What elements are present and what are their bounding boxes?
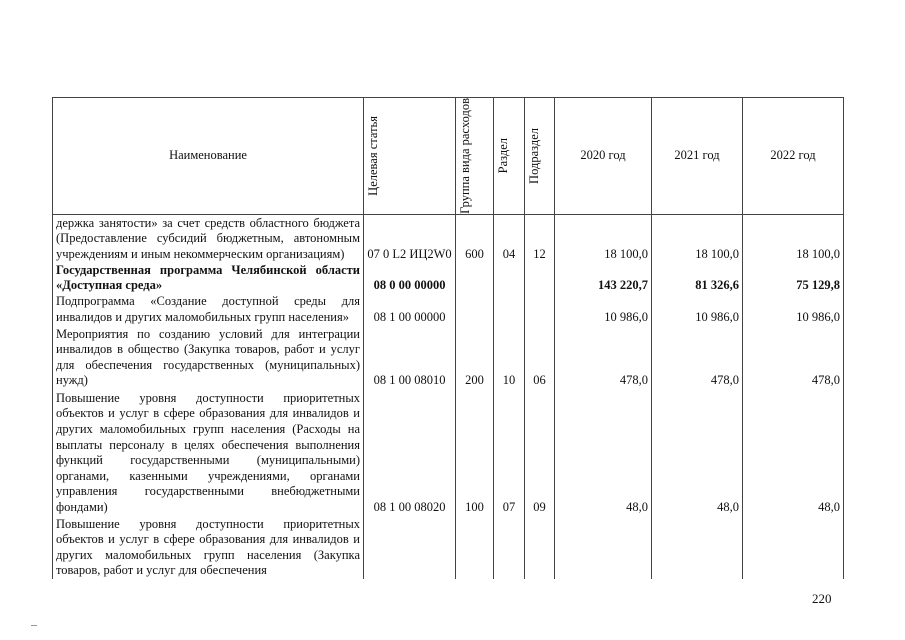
row-section [494,516,525,579]
row-name: Мероприятия по созданию условий для интеграции инвалидов в общество (Закупка товаров, работ и услуг для обеспечения государственных (муниципальных) нужд) [53,326,364,389]
table-row [53,516,844,579]
header-subsection: Подраздел [525,98,555,215]
row-2021: 18 100,0 [652,214,743,262]
row-section: 07 [494,389,525,516]
row-2020: 143 220,7 [555,262,652,294]
table-row [53,262,844,294]
row-2021: 10 986,0 [652,294,743,326]
row-name: Государственная программа Челябинской области «Доступная среда» [53,262,364,294]
row-2022: 48,0 [743,389,844,516]
row-2022: 18 100,0 [743,214,844,262]
row-name: держка занятости» за счет средств областного бюджета (Предоставление субсидий бюджетным, автономным учреждениям и иным некоммерческим организациям) [53,214,364,262]
row-2021 [652,516,743,579]
row-2020: 48,0 [555,389,652,516]
row-2022 [743,516,844,579]
header-2021: 2021 год [652,98,743,215]
row-section: 04 [494,214,525,262]
row-group [456,294,494,326]
table-row [53,294,844,326]
table-row [53,214,844,262]
row-group: 200 [456,326,494,389]
row-name: Подпрограмма «Создание доступной среды для инвалидов и других маломобильных групп населения» [53,294,364,326]
row-2022: 75 129,8 [743,262,844,294]
header-expense-group: Группа вида расходов [456,98,494,215]
header-2022: 2022 год [743,98,844,215]
row-group: 600 [456,214,494,262]
row-code: 08 0 00 00000 [364,262,456,294]
page-number: 220 [812,591,832,606]
header-section: Раздел [494,98,525,215]
header-name: Наименование [53,98,364,215]
row-section [494,262,525,294]
row-2020: 478,0 [555,326,652,389]
row-code [364,516,456,579]
row-subsection [525,262,555,294]
row-2022: 10 986,0 [743,294,844,326]
row-name: Повышение уровня доступности приоритетных объектов и услуг в сфере образования для инвалидов и других маломобильных групп населения (Закупка товаров, работ и услуг для обеспечения [53,516,364,579]
header-target-article: Целевая статья [364,98,456,215]
row-code: 08 1 00 00000 [364,294,456,326]
row-2021: 81 326,6 [652,262,743,294]
row-section [494,294,525,326]
row-code: 07 0 L2 ИЦ2W0 [364,214,456,262]
row-subsection [525,294,555,326]
row-2020: 10 986,0 [555,294,652,326]
row-group: 100 [456,389,494,516]
row-2020: 18 100,0 [555,214,652,262]
row-code: 08 1 00 08020 [364,389,456,516]
row-2021: 478,0 [652,326,743,389]
row-subsection: 06 [525,326,555,389]
row-name: Повышение уровня доступности приоритетных объектов и услуг в сфере образования для инвалидов и других маломобильных групп населения (Расходы на выплаты персоналу в целях обеспечения выполнения функций государственными (муниципальными) органами, казенными учреждениями, органами управления государственными внебюджетными фондами) [53,389,364,516]
row-subsection: 12 [525,214,555,262]
header-2020: 2020 год [555,98,652,215]
table-row [53,326,844,389]
row-code: 08 1 00 08010 [364,326,456,389]
row-section: 10 [494,326,525,389]
table-row [53,389,844,516]
row-2020 [555,516,652,579]
budget-table [52,97,844,579]
row-group [456,516,494,579]
scan-mark [31,625,37,626]
table-header-row [53,98,844,215]
row-2022: 478,0 [743,326,844,389]
row-subsection [525,516,555,579]
row-subsection: 09 [525,389,555,516]
row-group [456,262,494,294]
row-2021: 48,0 [652,389,743,516]
